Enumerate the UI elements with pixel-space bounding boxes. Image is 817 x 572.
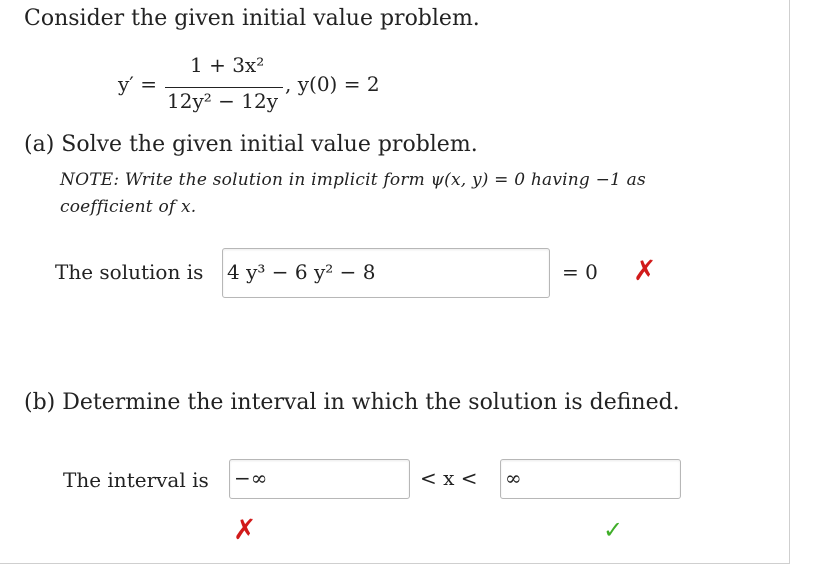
interval-upper-input[interactable]: ∞ [500, 459, 681, 499]
part-b-heading: (b) Determine the interval in which the solution is defined. [24, 390, 680, 415]
problem-intro: Consider the given initial value problem. [24, 6, 480, 31]
solution-input[interactable]: 4 y³ − 6 y² − 8 [222, 248, 550, 298]
frame-bottom-border [0, 563, 790, 564]
equals-zero: = 0 [562, 260, 598, 284]
equation-denominator: 12y² − 12y [167, 89, 278, 113]
part-a-note-line2: coefficient of x. [60, 197, 197, 217]
interval-lower-input[interactable]: −∞ [229, 459, 410, 499]
fraction-bar [165, 87, 283, 88]
initial-condition: , y(0) = 2 [285, 72, 380, 96]
part-a-heading: (a) Solve the given initial value problem. [24, 132, 478, 157]
interval-label: The interval is [63, 468, 209, 492]
equation-lhs: y′ = [118, 72, 157, 96]
interval-inequality: < x < [420, 466, 478, 490]
solution-label: The solution is [55, 260, 204, 284]
lower-incorrect-icon: ✗ [233, 513, 257, 546]
equation-numerator: 1 + 3x² [190, 53, 265, 77]
part-a-note-line1: NOTE: Write the solution in implicit form ψ(x, y) = 0 having −1 as [60, 170, 646, 190]
upper-correct-icon: ✓ [603, 516, 624, 544]
frame-right-border [789, 0, 790, 564]
solution-incorrect-icon: ✗ [633, 254, 657, 287]
